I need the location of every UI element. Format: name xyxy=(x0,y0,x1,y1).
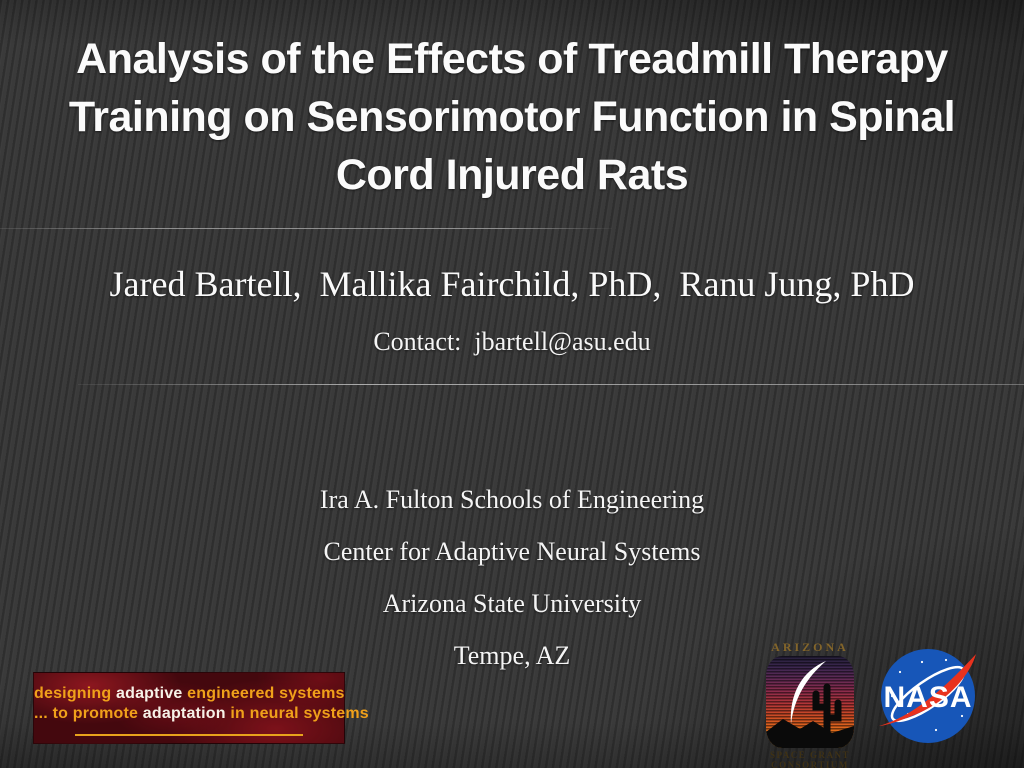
nasa-meatball-icon xyxy=(878,646,978,746)
slide-title-line-3: Cord Injured Rats xyxy=(335,151,689,199)
arizona-space-grant-emblem xyxy=(766,656,854,748)
slide-title xyxy=(0,30,1024,204)
space-grant-caption-line-2: CONSORTIUM xyxy=(771,760,849,768)
cans-text-to-promote: ... to promote xyxy=(34,705,143,722)
nasa-wordmark: NASA xyxy=(883,681,973,714)
slide-title-line-2: Training on Sensorimotor Function in Spinal xyxy=(68,93,956,141)
cans-text-adaptive: adaptive xyxy=(116,685,188,702)
affiliation-center: Center for Adaptive Neural Systems xyxy=(323,537,701,566)
mountain-silhouette-icon xyxy=(766,719,854,748)
arizona-space-grant-title: ARIZONA xyxy=(771,640,849,654)
affiliation-block xyxy=(0,478,1024,686)
cans-text-engineered-systems: engineered systems xyxy=(187,685,345,702)
affiliation-university: Arizona State University xyxy=(382,589,642,618)
arizona-space-grant-logo xyxy=(757,640,863,768)
cans-text-neural-systems: in neural systems xyxy=(230,705,369,722)
affiliation-school: Ira A. Fulton Schools of Engineering xyxy=(319,485,705,514)
section-divider-line xyxy=(78,384,1024,385)
cans-text-adaptation: adaptation xyxy=(142,705,231,722)
desert-scene-icon xyxy=(766,656,854,748)
space-grant-caption-line-1: SPACE GRANT xyxy=(769,750,851,760)
nasa-logo xyxy=(878,646,978,746)
cans-banner-underline xyxy=(75,734,303,736)
affiliation-city: Tempe, AZ xyxy=(453,641,571,670)
cans-banner-line-2 xyxy=(34,704,369,724)
cans-banner-line-1 xyxy=(34,684,344,704)
authors-line: Jared Bartell, Mallika Fairchild, PhD, Ranu Jung, PhD xyxy=(109,264,915,304)
contact-line: Contact: jbartell@asu.edu xyxy=(373,327,651,356)
arizona-space-grant-caption xyxy=(757,750,863,768)
title-divider-line xyxy=(0,228,612,229)
cans-logo-banner xyxy=(33,672,369,744)
slide-title-line-1: Analysis of the Effects of Treadmill Therapy xyxy=(76,35,948,83)
cans-text-designing: designing xyxy=(34,685,116,702)
comet-crescent-icon xyxy=(791,661,826,724)
